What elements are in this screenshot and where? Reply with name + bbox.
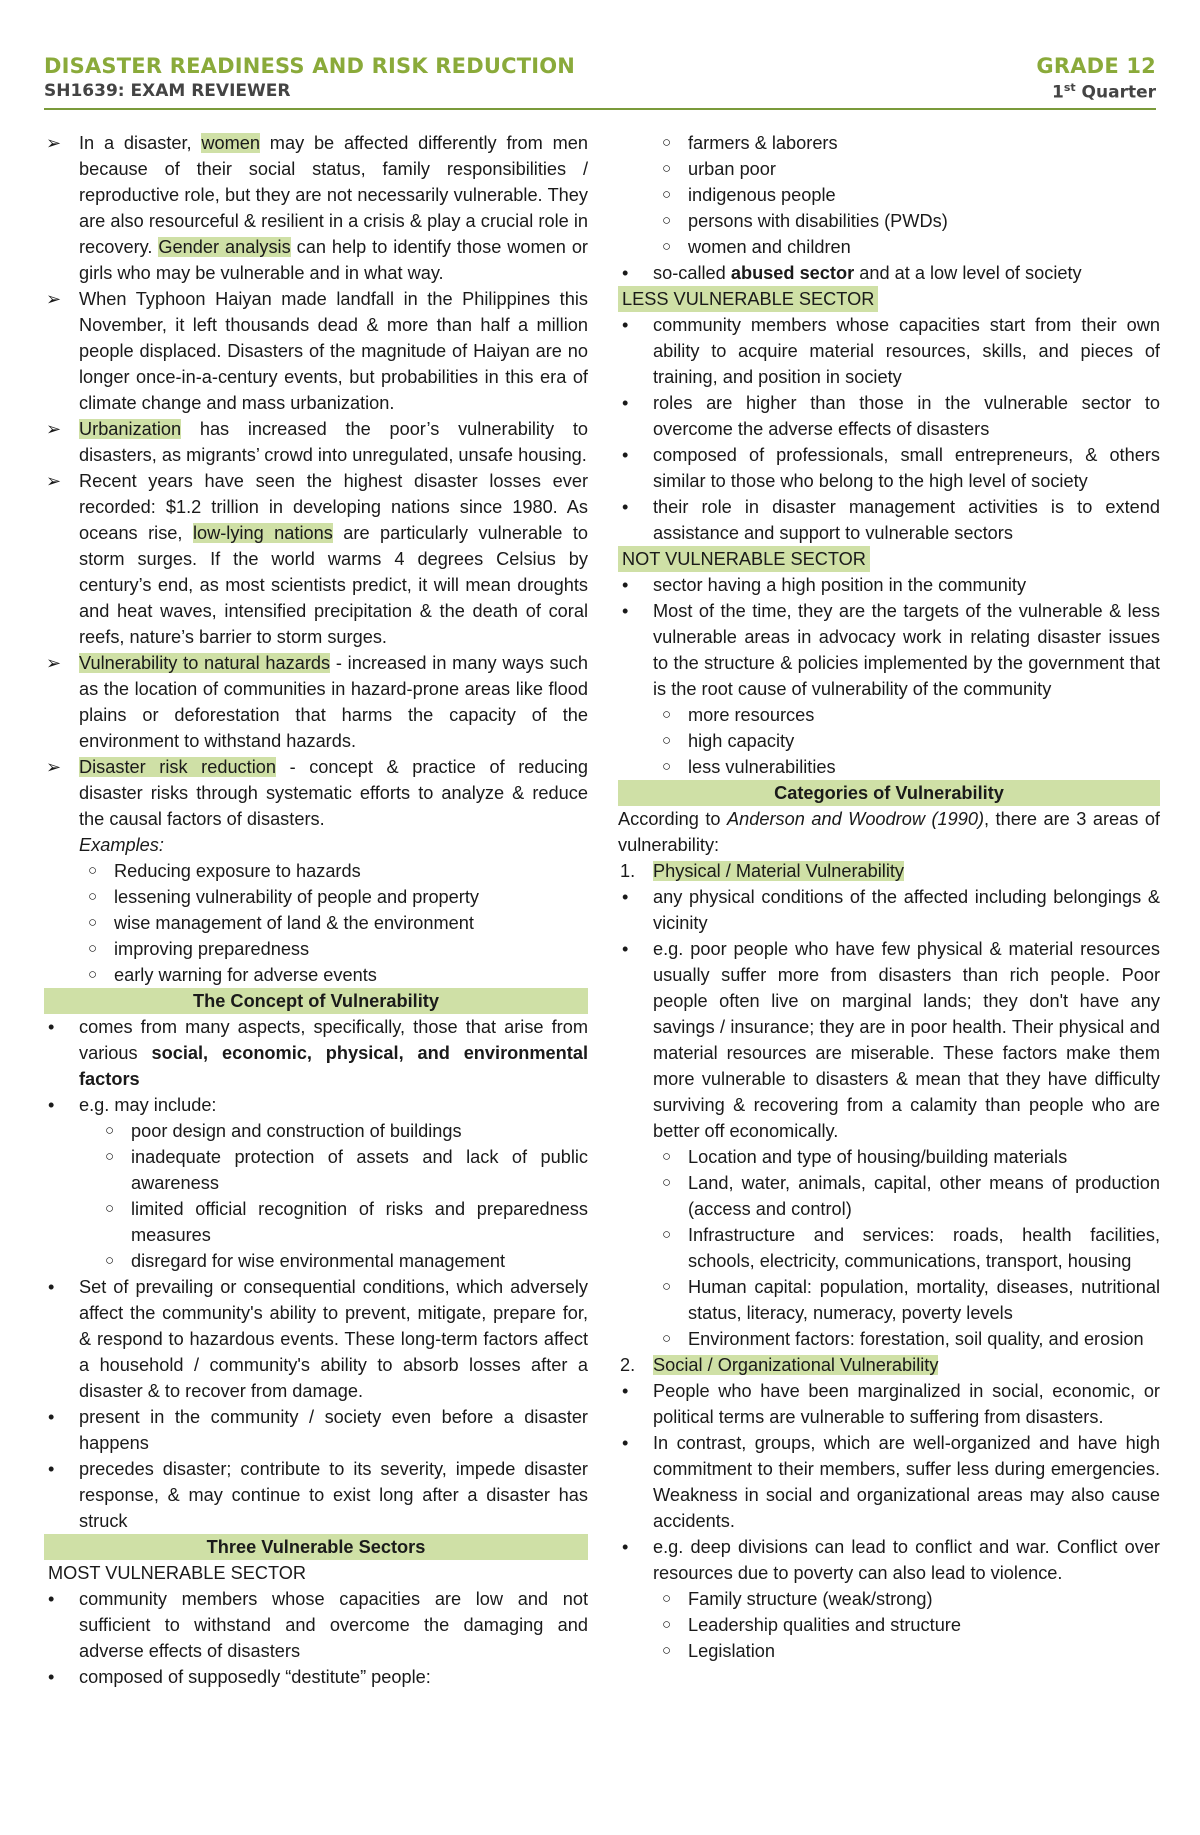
bullet-icon: • [622,1537,629,1557]
list-item: ○ Legislation [653,1638,1160,1664]
three-vulnerable-sectors-heading: Three Vulnerable Sectors [44,1534,588,1560]
categories-of-vulnerability-heading: Categories of Vulnerability [618,780,1160,806]
bullet-item: • community members whose capacities are low and not sufficient to withstand and overcome the damaging and adverse effects of disasters [44,1586,588,1664]
paragraph-women: ➢ In a disaster, women may be affected differently from men because of their social status, family responsibilities / reproductive role, but they are not necessarily vulnerable. They are also resourceful & resilient in a crisis & play a crucial role in recovery. Gender analysis can help to identify those women or girls who may be vulnerable and in what way. [44,130,588,286]
circle-bullet-icon: ○ [88,966,98,983]
list-item: ○ disregard for wise environmental management [96,1248,588,1274]
paragraph-haiyan: ➢ When Typhoon Haiyan made landfall in the Philippines this November, it left thousands dead & more than half a million people displaced. Disasters of the magnitude of Haiyan are no longer once-in-a-century events, but probabilities in this era of climate change and mass urbanization. [44,286,588,416]
arrow-bullet-icon: ➢ [46,757,62,777]
examples-list [79,858,588,988]
bullet-item: • Set of prevailing or consequential conditions, which adversely affect the community's ability to prevent, mitigate, prepare for, & respond to hazardous events. These long-term factors affect a household / community's ability to absorb losses after a disaster & to recover from damage. [44,1274,588,1404]
bullet-icon: • [48,1407,55,1427]
right-column [618,130,1160,1664]
bullet-icon: • [622,263,629,283]
list-item: ○ Human capital: population, mortality, diseases, nutritional status, literacy, numeracy, poverty levels [653,1274,1160,1326]
bullet-icon: • [622,939,629,959]
circle-bullet-icon: ○ [662,758,672,775]
list-item: ○ inadequate protection of assets and lack of public awareness [96,1144,588,1196]
bullet-item: • their role in disaster management activities is to extend assistance and support to vulnerable sectors [618,494,1160,546]
paragraph-disaster-losses: ➢ Recent years have seen the highest disaster losses ever recorded: $1.2 trillion in developing nations since 1980. As oceans rise, low-lying nations are particularly vulnerable to storm surges. If the world warms 4 degrees Celsius by century’s end, as most scientists predict, it will mean droughts and heat waves, intensified precipitation & the death of coral reefs, nature’s barrier to storm surges. [44,468,588,650]
left-column [44,130,588,1690]
bullet-icon: • [48,1589,55,1609]
list-item: ○ Location and type of housing/building materials [653,1144,1160,1170]
not-vulnerable-list [653,702,1160,780]
category-physical: 1. Physical / Material Vulnerability [620,861,905,881]
destitute-people-list [653,130,1160,260]
circle-bullet-icon: ○ [662,1174,672,1191]
bullet-icon: • [48,1277,55,1297]
circle-bullet-icon: ○ [88,862,98,879]
social-factors-list [653,1586,1160,1664]
bullet-item: • composed of supposedly “destitute” people: [44,1664,588,1690]
arrow-bullet-icon: ➢ [46,419,62,439]
not-vulnerable-sector-heading: NOT VULNERABLE SECTOR [618,546,870,572]
list-item: ○ Reducing exposure to hazards [79,858,588,884]
list-item: ○ farmers & laborers [653,130,1160,156]
quarter-label: 1st Quarter [1051,81,1156,103]
circle-bullet-icon: ○ [662,212,672,229]
grade-label: GRADE 12 [1036,54,1156,78]
circle-bullet-icon: ○ [88,914,98,931]
paragraph-disaster-risk-reduction: ➢ Disaster risk reduction - concept & practice of reducing disaster risks through systematic efforts to analyze & reduce the causal factors of disasters. [44,754,588,832]
circle-bullet-icon: ○ [662,1278,672,1295]
list-item: ○ Environment factors: forestation, soil quality, and erosion [653,1326,1160,1352]
list-item: ○ less vulnerabilities [653,754,1160,780]
list-item: ○ lessening vulnerability of people and property [79,884,588,910]
list-item: ○ limited official recognition of risks and preparedness measures [96,1196,588,1248]
bullet-item: • any physical conditions of the affected including belongings & vicinity [618,884,1160,936]
list-item: ○ high capacity [653,728,1160,754]
bullet-item: • composed of professionals, small entrepreneurs, & others similar to those who belong to the high level of society [618,442,1160,494]
list-item: ○ more resources [653,702,1160,728]
list-item: ○ urban poor [653,156,1160,182]
bullet-icon: • [622,1433,629,1453]
bullet-icon: • [622,601,629,621]
bullet-icon: • [622,497,629,517]
bullet-icon: • [48,1017,55,1037]
paragraph-vulnerability-natural-hazards: ➢ Vulnerability to natural hazards - increased in many ways such as the location of communities in hazard-prone areas like flood plains or deforestation that harms the capacity of the environment to withstand hazards. [44,650,588,754]
list-item: ○ improving preparedness [79,936,588,962]
bullet-item: • e.g. may include: [44,1092,588,1118]
circle-bullet-icon: ○ [88,888,98,905]
list-item: ○ poor design and construction of buildings [96,1118,588,1144]
bullet-item: • In contrast, groups, which are well-organized and have high commitment to their members, suffer less during emergencies. Weakness in social and organizational areas may also cause accidents. [618,1430,1160,1534]
list-item: ○ Infrastructure and services: roads, health facilities, schools, electricity, communications, transport, housing [653,1222,1160,1274]
arrow-bullet-icon: ➢ [46,133,62,153]
list-item: ○ Land, water, animals, capital, other means of production (access and control) [653,1170,1160,1222]
bullet-item: • sector having a high position in the community [618,572,1160,598]
list-item: ○ women and children [653,234,1160,260]
list-item: ○ indigenous people [653,182,1160,208]
circle-bullet-icon: ○ [662,160,672,177]
list-item: ○ persons with disabilities (PWDs) [653,208,1160,234]
circle-bullet-icon: ○ [105,1148,115,1165]
list-item: ○ Leadership qualities and structure [653,1612,1160,1638]
circle-bullet-icon: ○ [662,186,672,203]
circle-bullet-icon: ○ [662,732,672,749]
bullet-icon: • [622,445,629,465]
bullet-item: • e.g. deep divisions can lead to conflict and war. Conflict over resources due to poverty can also lead to violence. [618,1534,1160,1586]
document-subtitle: SH1639: EXAM REVIEWER [44,81,291,101]
arrow-bullet-icon: ➢ [46,471,62,491]
list-item: ○ Family structure (weak/strong) [653,1586,1160,1612]
bullet-item: • comes from many aspects, specifically, those that arise from various social, economic, physical, and environmental factors [44,1014,588,1092]
bullet-item: • Most of the time, they are the targets of the vulnerable & less vulnerable areas in advocacy work in relating disaster issues to the structure & policies implemented by the government that is the root cause of vulnerability of the community [618,598,1160,702]
bullet-item: • so-called abused sector and at a low level of society [618,260,1160,286]
bullet-icon: • [622,575,629,595]
bullet-icon: • [622,887,629,907]
category-social: 2. Social / Organizational Vulnerability [620,1355,939,1375]
bullet-icon: • [622,393,629,413]
bullet-icon: • [622,1381,629,1401]
less-vulnerable-sector-heading: LESS VULNERABLE SECTOR [618,286,878,312]
circle-bullet-icon: ○ [662,706,672,723]
concept-of-vulnerability-heading: The Concept of Vulnerability [44,988,588,1014]
paragraph-urbanization: ➢ Urbanization has increased the poor’s vulnerability to disasters, as migrants’ crowd into unregulated, unsafe housing. [44,416,588,468]
bullet-icon: • [48,1095,55,1115]
bullet-item: • e.g. poor people who have few physical & material resources usually suffer more from disasters than rich people. Poor people often live on marginal lands; they don't have any savings / insurance; they are in poor health. Their physical and material resources are miserable. These factors make them more vulnerable to disasters & mean that they have difficulty surviving & recovering from a calamity than people who are better off economically. [618,936,1160,1144]
circle-bullet-icon: ○ [88,940,98,957]
circle-bullet-icon: ○ [662,1226,672,1243]
circle-bullet-icon: ○ [662,1148,672,1165]
categories-intro: According to Anderson and Woodrow (1990), there are 3 areas of vulnerability: [618,809,1160,855]
page-header [44,54,1156,110]
circle-bullet-icon: ○ [105,1122,115,1139]
bullet-item: • People who have been marginalized in social, economic, or political terms are vulnerable to suffering from disasters. [618,1378,1160,1430]
list-item: ○ wise management of land & the environment [79,910,588,936]
bullet-icon: • [622,315,629,335]
bullet-icon: • [48,1459,55,1479]
circle-bullet-icon: ○ [662,1590,672,1607]
list-item: ○ early warning for adverse events [79,962,588,988]
arrow-bullet-icon: ➢ [46,289,62,309]
bullet-item: • community members whose capacities start from their own ability to acquire material resources, skills, and pieces of training, and position in society [618,312,1160,390]
circle-bullet-icon: ○ [105,1252,115,1269]
circle-bullet-icon: ○ [662,134,672,151]
bullet-item: • precedes disaster; contribute to its severity, impede disaster response, & may continue to exist long after a disaster has struck [44,1456,588,1534]
bullet-item: • present in the community / society even before a disaster happens [44,1404,588,1456]
circle-bullet-icon: ○ [105,1200,115,1217]
document-title: DISASTER READINESS AND RISK REDUCTION [44,54,576,78]
examples-label: Examples: [79,835,164,855]
bullet-item: • roles are higher than those in the vulnerable sector to overcome the adverse effects of disasters [618,390,1160,442]
circle-bullet-icon: ○ [662,1616,672,1633]
physical-factors-list [653,1144,1160,1352]
arrow-bullet-icon: ➢ [46,653,62,673]
circle-bullet-icon: ○ [662,1642,672,1659]
examples-sublist [96,1118,588,1274]
most-vulnerable-sector-heading: MOST VULNERABLE SECTOR [48,1563,307,1583]
circle-bullet-icon: ○ [662,1330,672,1347]
circle-bullet-icon: ○ [662,238,672,255]
bullet-icon: • [48,1667,55,1687]
